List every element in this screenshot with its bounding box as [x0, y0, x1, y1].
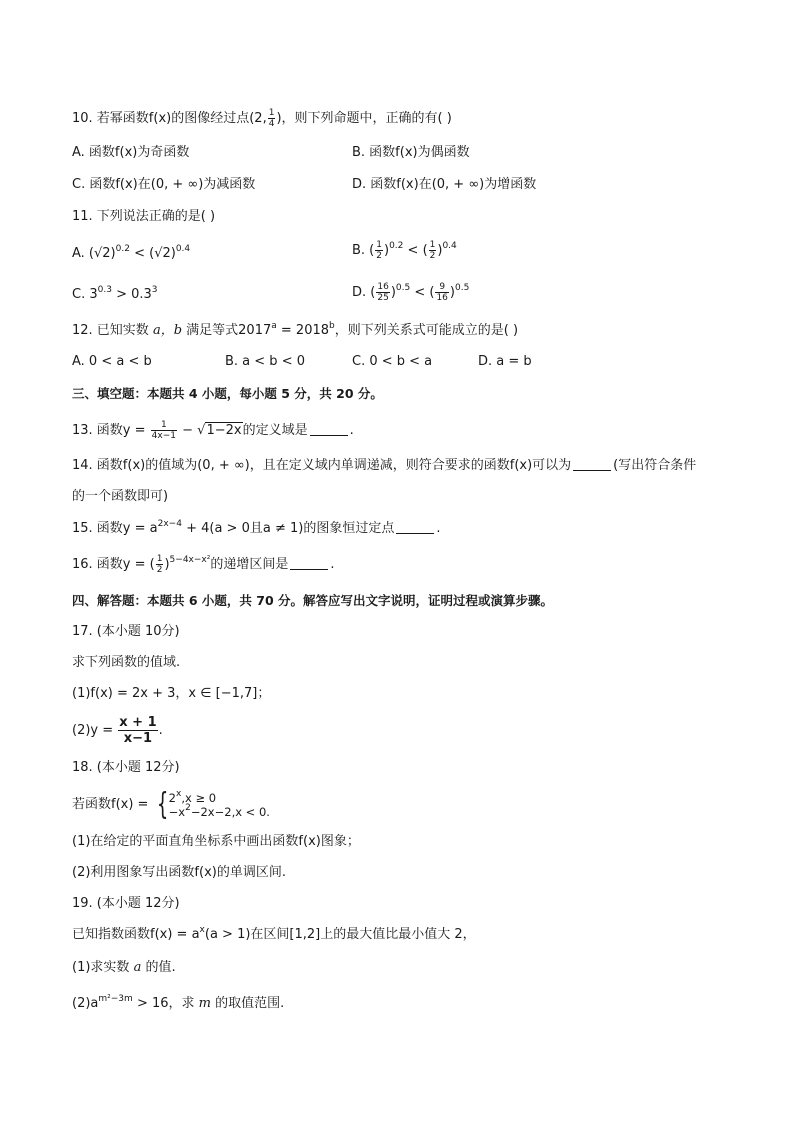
- question-14-line1: 14. 函数f(x)的值域为(0, + ∞)，且在定义域内单调递减，则符合要求的函数f(x)可以为 (写出符合条件: [72, 458, 697, 473]
- answer-blank: [396, 519, 434, 534]
- q12-option-b: B. a < b < 0: [225, 354, 305, 369]
- q11-option-b: B. ( $\frac{1}{2}$ )$^{0.2}$ < ( $\frac{1}{2}$ )$^{0.4}$: [352, 240, 457, 261]
- question-18-heading: 18. (本小题 12分): [72, 760, 180, 775]
- answer-blank: [310, 421, 348, 436]
- question-17-intro: 求下列函数的值域.: [72, 655, 181, 670]
- question-12-stem: 12. 已知实数 a，b 满足等式$2017^a = 2018^b$，则下列关系式可能成立的是( ): [72, 321, 519, 338]
- question-18-intro: 若函数f(x) = { $2^x,x \ge 0$ $-x^2-2x-2,x < 0$.: [72, 786, 270, 822]
- q11-option-c: C. $3^{0.3} > 0.3^3$: [72, 285, 158, 302]
- q12-option-d: D. a = b: [478, 354, 532, 369]
- q11-option-a: A. $(√2)^{0.2} < (√2)^{0.4}$: [72, 244, 191, 261]
- section-4-heading: 四、解答题：本题共 6 小题，共 70 分。解答应写出文字说明，证明过程或演算步骤。: [72, 593, 554, 608]
- q11-option-d: D. ( $\frac{16}{25}$ )$^{0.5}$ < ( $\frac{9}{16}$ )$^{0.5}$: [352, 282, 470, 303]
- question-16: 16. 函数y = ( $\frac{1}{2}$ )$^{5-4x-x^2}$的递增区间是 .: [72, 554, 335, 575]
- q10-option-c: C. 函数f(x)在(0, + ∞)为减函数: [72, 177, 256, 192]
- question-15: 15. 函数$y = a^{2x-4} + 4(a > 0$且a ≠ 1)的图象恒过定点 .: [72, 519, 441, 536]
- q12-option-c: C. 0 < b < a: [352, 354, 433, 369]
- question-19-heading: 19. (本小题 12分): [72, 896, 180, 911]
- question-18-part-1: (1)在给定的平面直角坐标系中画出函数f(x)图象；: [72, 834, 360, 849]
- q12-option-a: A. 0 < a < b: [72, 354, 152, 369]
- answer-blank: [290, 555, 328, 570]
- answer-blank: [573, 456, 611, 471]
- q10-option-d: D. 函数f(x)在(0, + ∞)为增函数: [352, 177, 537, 192]
- question-18-part-2: (2)利用图象写出函数f(x)的单调区间.: [72, 865, 286, 880]
- question-19-part-2: $(2)a^{m^2-3m} > 16$，求 m 的取值范围.: [72, 994, 285, 1011]
- question-19-part-1: (1)求实数 a 的值.: [72, 960, 176, 975]
- question-17-part-1: (1)f(x) = 2x + 3，x ∈ [−1,7]；: [72, 686, 271, 701]
- point-fraction: $\frac{1}{4}$: [268, 108, 275, 129]
- q10-option-a: A. 函数f(x)为奇函数: [72, 145, 190, 160]
- question-11-stem: 11. 下列说法正确的是( ): [72, 209, 216, 224]
- q10-option-b: B. 函数f(x)为偶函数: [352, 145, 470, 160]
- question-17-part-2: (2)y = $\frac{x + 1}{x-1}$ .: [72, 715, 163, 746]
- question-13: 13. 函数y = $\frac{1}{4x-1}$ − √1−2x的定义域是 .: [72, 420, 354, 441]
- question-19-intro: 已知指数函数$f(x) = a^x(a > 1)$在区间[1,2]上的最大值比最小值大 2，: [72, 925, 476, 942]
- question-10-stem: 10. 若幂函数f(x)的图像经过点(2, $\frac{1}{4}$ )，则下列命题中，正确的有( ): [72, 108, 452, 129]
- section-3-heading: 三、填空题：本题共 4 小题，每小题 5 分，共 20 分。: [72, 386, 383, 401]
- question-14-line2: 的一个函数即可): [72, 489, 169, 504]
- question-17-heading: 17. (本小题 10分): [72, 624, 180, 639]
